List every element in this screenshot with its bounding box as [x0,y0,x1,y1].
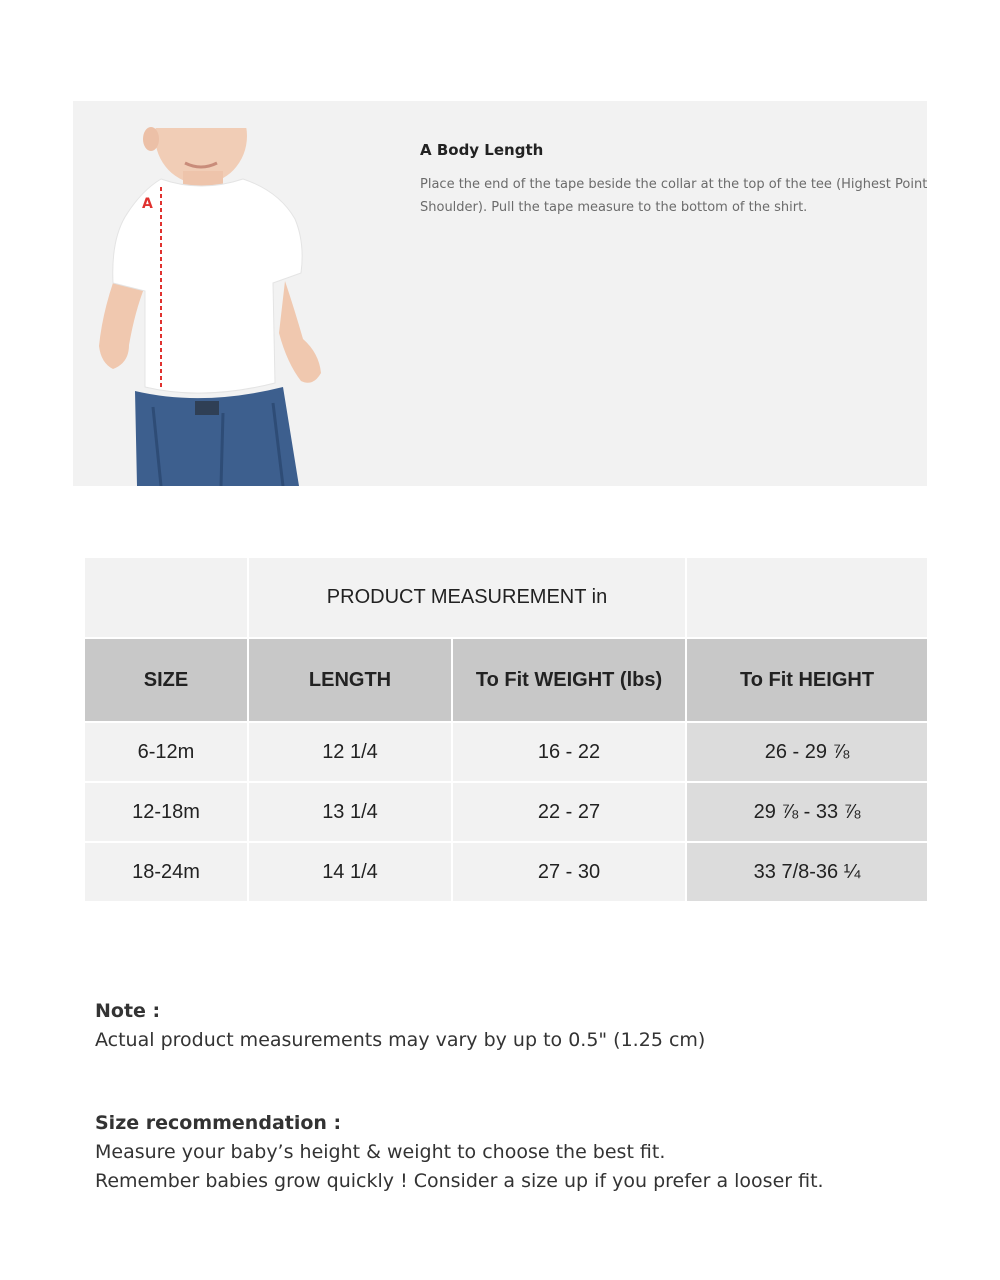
table-row [85,722,927,782]
note-text: Actual product measurements may vary by up to 0.5" (1.25 cm) [95,1029,706,1051]
guide-description: Place the end of the tape beside the collar at the top of the tee (Highest Point Shoulder). Pull the tape measure to the bottom of the shirt. [420,177,927,215]
notes-section [95,997,955,1196]
note-label: Note : [95,1000,161,1022]
header-size: SIZE [85,638,248,722]
measurement-guide [73,101,927,486]
cell-height: 33 7/8-36 ¼ [686,842,927,902]
measurement-marker-label: A [142,196,153,212]
header-length: LENGTH [248,638,452,722]
cell-height: 29 ⅞ - 33 ⅞ [686,782,927,842]
cell-height: 26 - 29 ⅞ [686,722,927,782]
caption-empty-cell [686,558,927,638]
recommendation-line: Measure your baby’s height & weight to choose the best fit. [95,1141,666,1163]
cell-weight: 16 - 22 [452,722,686,782]
cell-size: 12-18m [85,782,248,842]
header-height: To Fit HEIGHT [686,638,927,722]
table-caption-row [85,558,927,638]
cell-weight: 27 - 30 [452,842,686,902]
cell-size: 6-12m [85,722,248,782]
table-header-row [85,638,927,722]
guide-title: A Body Length [420,141,544,159]
cell-length: 13 1/4 [248,782,452,842]
size-chart-table [85,558,927,903]
cell-length: 14 1/4 [248,842,452,902]
table-row [85,842,927,902]
table-caption: PRODUCT MEASUREMENT in [248,558,686,638]
baby-tshirt-illustration [73,101,403,486]
cell-weight: 22 - 27 [452,782,686,842]
table-row [85,782,927,842]
cell-length: 12 1/4 [248,722,452,782]
recommendation-label: Size recommendation : [95,1112,342,1134]
guide-text [420,141,927,219]
header-weight: To Fit WEIGHT (lbs) [452,638,686,722]
caption-empty-cell [85,558,248,638]
cell-size: 18-24m [85,842,248,902]
recommendation-line: Remember babies grow quickly ! Consider a size up if you prefer a looser fit. [95,1170,824,1192]
notes-spacer [95,1055,955,1109]
